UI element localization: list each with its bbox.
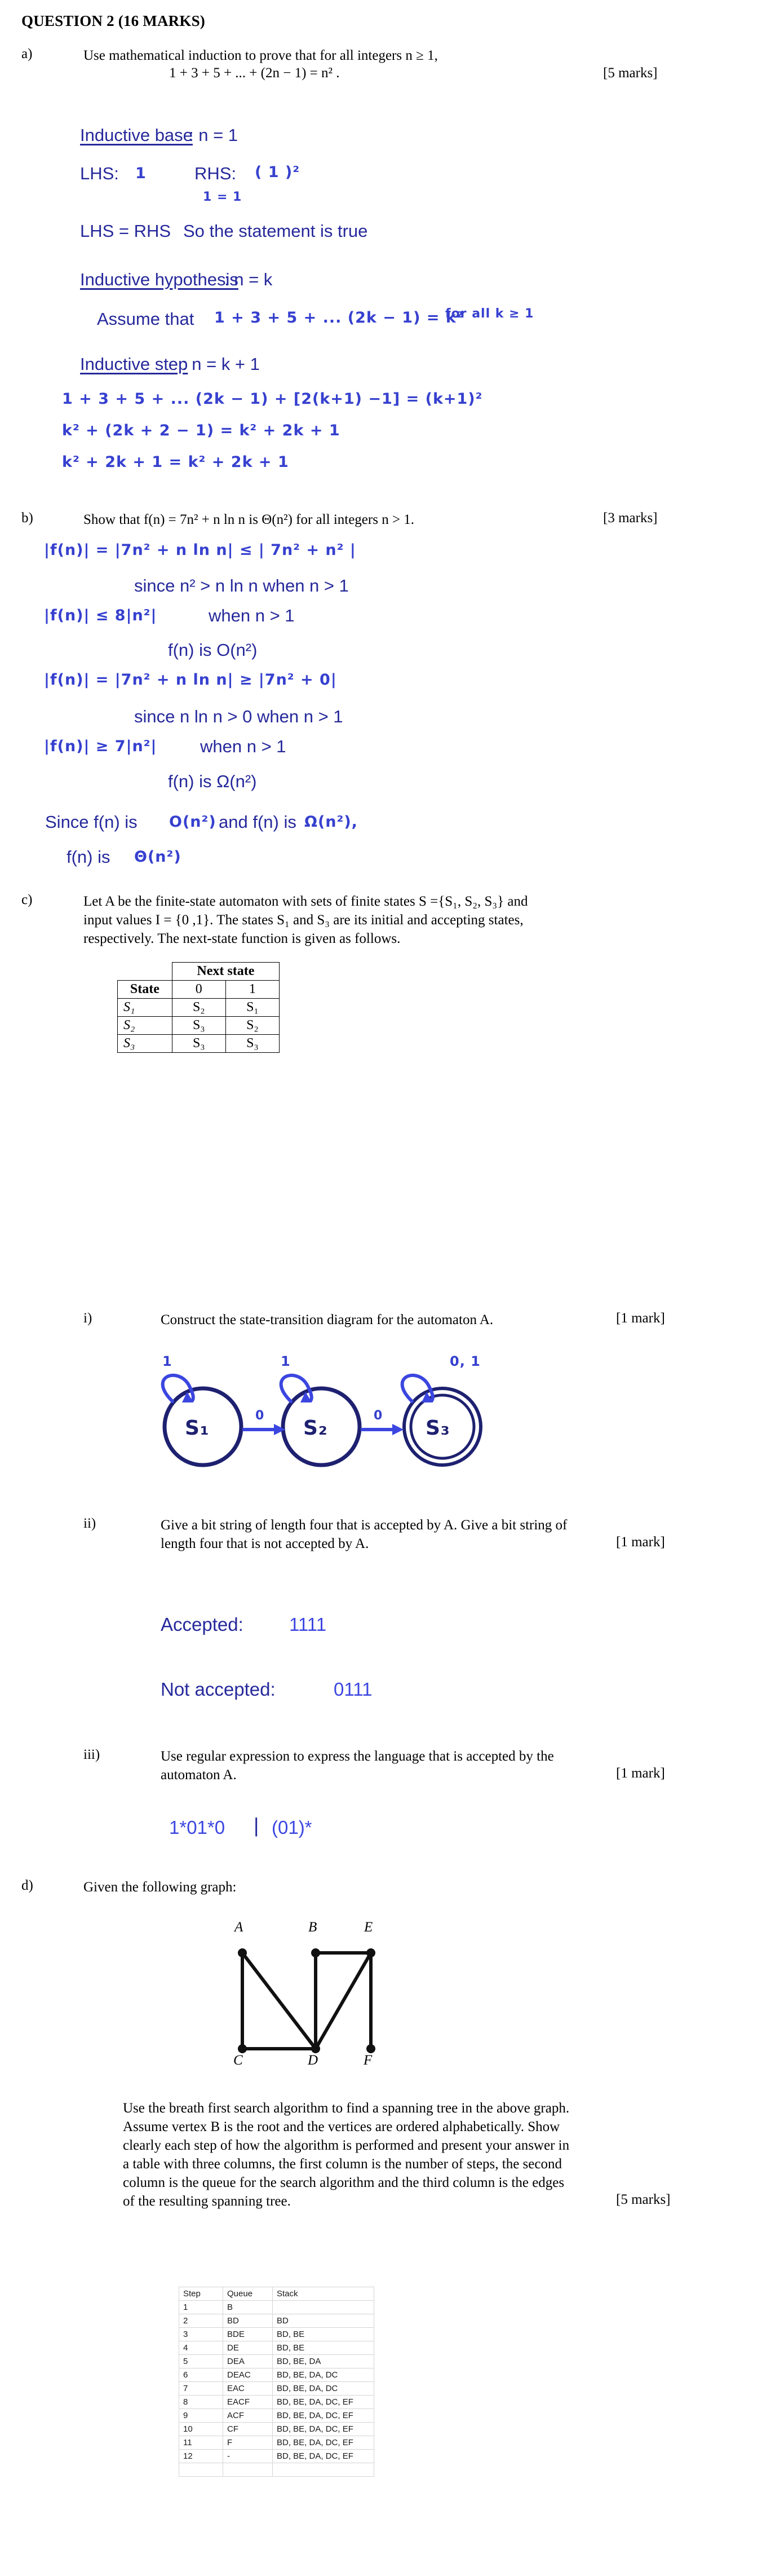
part-d-marks: [5 marks] <box>616 2192 671 2207</box>
col-0-header: 0 <box>172 981 225 999</box>
part-c-iii-text-line-2: automaton A. <box>161 1767 237 1783</box>
table-row <box>179 2301 374 2314</box>
bfs-queue <box>223 2463 273 2477</box>
transition-s1-s2-label: 0 <box>255 1409 265 1423</box>
empty-corner <box>118 963 172 981</box>
bfs-step: 4 <box>179 2341 223 2355</box>
bfs-steps-table <box>179 2287 374 2477</box>
next-on-1: S₂ <box>225 1017 279 1035</box>
bfs-stack: BD, BE, DA, DC, EF <box>273 2450 374 2463</box>
inductive-base-heading: Inductive base <box>80 125 193 145</box>
vertex-e <box>366 1948 375 1957</box>
part-d-prompt-line-4: a table with three columns, the first column is the number of steps, the second <box>123 2156 562 2172</box>
not-accepted-value: 0111 <box>334 1679 373 1700</box>
vertex-label-c: C <box>233 2053 243 2068</box>
vertex-label-b: B <box>308 1920 317 1935</box>
state-cell: S₃ <box>118 1035 172 1053</box>
regex-answer-separator: | <box>254 1814 259 1837</box>
part-c-i-label: i) <box>83 1311 92 1326</box>
vertex-label-d: D <box>308 2053 318 2068</box>
table-row <box>179 2341 374 2355</box>
part-b-text: Show that f(n) = 7n² + n ln n is Θ(n²) for all integers n > 1. <box>83 512 415 527</box>
accepted-label: Accepted: <box>161 1614 243 1635</box>
next-state-table <box>117 962 280 1053</box>
bfs-stack: BD, BE, DA, DC, EF <box>273 2409 374 2423</box>
vertex-label-e: E <box>364 1920 373 1935</box>
part-c-text-line-2: input values I = {0 ,1}. The states S₁ and S₃ are its initial and accepting states, <box>83 912 524 928</box>
rhs-eval: 1 = 1 <box>203 190 242 204</box>
next-on-0: S₃ <box>172 1017 225 1035</box>
table-row <box>179 2355 374 2368</box>
bfs-queue: BDE <box>223 2328 273 2341</box>
part-b-line-5: |f(n)| = |7n² + n ln n| ≥ |7n² + 0| <box>44 671 337 689</box>
bfs-queue: EAC <box>223 2382 273 2396</box>
part-b-line-7-cond: when n > 1 <box>200 736 286 756</box>
inductive-step-heading: Inductive step <box>80 354 188 374</box>
vertex-a <box>238 1948 247 1957</box>
next-on-1: S₃ <box>225 1035 279 1053</box>
bfs-queue: DE <box>223 2341 273 2355</box>
bfs-header-stack: Stack <box>273 2287 374 2301</box>
inductive-step-line-1: 1 + 3 + 5 + ... (2k − 1) + [2(k+1) −1] = (k+1)² <box>62 390 483 408</box>
lhs-label: LHS: <box>80 164 119 183</box>
part-c-i-marks: [1 mark] <box>616 1311 665 1326</box>
table-row <box>179 2463 374 2477</box>
col-1-header: 1 <box>225 981 279 999</box>
table-row <box>179 2396 374 2409</box>
state-header: State <box>118 981 172 999</box>
self-loop-s1-label: 1 <box>162 1353 172 1369</box>
part-d-prompt-line-6: of the resulting spanning tree. <box>123 2194 291 2209</box>
part-b-label: b) <box>21 510 33 526</box>
table-row <box>118 999 280 1017</box>
part-d-prompt-line-3: clearly each step of how the algorithm is performed and present your answer in <box>123 2138 570 2153</box>
bfs-stack: BD, BE, DA, DC, EF <box>273 2396 374 2409</box>
table-row <box>118 1035 280 1053</box>
part-a-marks: [5 marks] <box>603 65 658 81</box>
bfs-stack: BD, BE, DA, DC <box>273 2382 374 2396</box>
table-row <box>179 2328 374 2341</box>
accepted-value: 1111 <box>289 1614 327 1635</box>
bfs-step: 12 <box>179 2450 223 2463</box>
undirected-graph <box>225 1927 395 2074</box>
part-c-iii-marks: [1 mark] <box>616 1766 665 1781</box>
vertex-f <box>366 2044 375 2053</box>
part-d-text: Given the following graph: <box>83 1880 237 1895</box>
bfs-step: 11 <box>179 2436 223 2450</box>
part-d-prompt-line-1: Use the breath first search algorithm to find a spanning tree in the above graph. <box>123 2101 570 2116</box>
self-loop-s3-label: 0, 1 <box>450 1353 481 1369</box>
state-label-s2: S₂ <box>303 1417 328 1440</box>
bfs-step: 10 <box>179 2423 223 2436</box>
next-state-header: Next state <box>172 963 279 981</box>
bfs-queue: BD <box>223 2314 273 2328</box>
next-on-0: S₂ <box>172 999 225 1017</box>
part-b-line-9d: Ω(n²), <box>304 813 358 831</box>
bfs-stack: BD <box>273 2314 374 2328</box>
bfs-step: 9 <box>179 2409 223 2423</box>
inductive-base-value: : n = 1 <box>189 125 238 145</box>
assume-label: Assume that <box>97 309 194 329</box>
table-row <box>118 981 280 999</box>
state-cell: S₂ <box>118 1017 172 1035</box>
part-c-ii-text-line-2: length four that is not accepted by A. <box>161 1536 369 1551</box>
part-b-line-10b: Θ(n²) <box>134 848 181 866</box>
part-c-ii-label: ii) <box>83 1516 96 1531</box>
part-b-line-3: |f(n)| ≤ 8|n²| <box>44 607 157 624</box>
lhs-rhs-conclusion: LHS = RHS <box>80 221 171 241</box>
table-header-row <box>179 2287 374 2301</box>
table-row <box>118 963 280 981</box>
vertex-b <box>311 1948 320 1957</box>
inductive-step-line-2: k² + (2k + 2 − 1) = k² + 2k + 1 <box>62 422 340 439</box>
part-a-text: Use mathematical induction to prove that for all integers n ≥ 1, <box>83 48 438 63</box>
part-b-marks: [3 marks] <box>603 510 658 526</box>
part-c-ii-marks: [1 mark] <box>616 1534 665 1550</box>
bfs-queue: ACF <box>223 2409 273 2423</box>
table-row <box>179 2423 374 2436</box>
bfs-stack: BD, BE, DA, DC, EF <box>273 2436 374 2450</box>
regex-answer-a: 1*01*0 <box>169 1817 225 1838</box>
part-b-line-9b: O(n²) <box>169 813 216 831</box>
page-title: QUESTION 2 (16 MARKS) <box>21 12 205 29</box>
edge-a-d <box>242 1953 316 2049</box>
part-c-text-line-1: Let A be the finite-state automaton with sets of finite states S ={S₁, S₂, S₃} and <box>83 894 528 909</box>
vertex-label-f: F <box>364 2053 373 2068</box>
bfs-step <box>179 2463 223 2477</box>
state-cell: S₁ <box>118 999 172 1017</box>
part-c-ii-text-line-1: Give a bit string of length four that is accepted by A. Give a bit string of <box>161 1518 568 1533</box>
vertex-d <box>311 2044 320 2053</box>
table-row <box>179 2314 374 2328</box>
inductive-hypothesis-heading: Inductive hypothesis <box>80 270 238 289</box>
part-a-formula: 1 + 3 + 5 + ... + (2n − 1) = n² . <box>169 65 340 81</box>
part-c-iii-text-line-1: Use regular expression to express the language that is accepted by the <box>161 1749 554 1764</box>
table-row <box>118 1017 280 1035</box>
bfs-queue: DEAC <box>223 2368 273 2382</box>
bfs-stack: BD, BE, DA <box>273 2355 374 2368</box>
bfs-step: 2 <box>179 2314 223 2328</box>
part-c-iii-label: iii) <box>83 1747 100 1762</box>
vertex-label-a: A <box>234 1920 243 1935</box>
not-accepted-label: Not accepted: <box>161 1679 276 1700</box>
bfs-stack <box>273 2463 374 2477</box>
table-row <box>179 2409 374 2423</box>
part-b-line-6: since n ln n > 0 when n > 1 <box>134 707 343 726</box>
bfs-queue: B <box>223 2301 273 2314</box>
transition-s2-s3-arrow <box>392 1424 404 1435</box>
rhs-label: RHS: <box>194 164 237 183</box>
table-row <box>179 2436 374 2450</box>
bfs-step: 6 <box>179 2368 223 2382</box>
part-d-prompt-line-5: column is the queue for the search algorithm and the third column is the edges <box>123 2175 565 2190</box>
regex-answer-b: (01)* <box>272 1817 312 1838</box>
bfs-stack: BD, BE, DA, DC <box>273 2368 374 2382</box>
part-b-line-9c: and f(n) is <box>219 812 296 832</box>
state-label-s3: S₃ <box>426 1417 450 1440</box>
bfs-queue: F <box>223 2436 273 2450</box>
bfs-step: 1 <box>179 2301 223 2314</box>
bfs-header-queue: Queue <box>223 2287 273 2301</box>
bfs-queue: EACF <box>223 2396 273 2409</box>
part-c-i-text: Construct the state-transition diagram for the automaton A. <box>161 1312 494 1327</box>
inductive-step-line-3: k² + 2k + 1 = k² + 2k + 1 <box>62 453 289 471</box>
table-row <box>179 2382 374 2396</box>
part-b-line-8: f(n) is Ω(n²) <box>168 771 257 791</box>
vertex-c <box>238 2044 247 2053</box>
part-b-line-10a: f(n) is <box>67 847 110 867</box>
bfs-header-step: Step <box>179 2287 223 2301</box>
next-on-1: S₁ <box>225 999 279 1017</box>
bfs-step: 7 <box>179 2382 223 2396</box>
bfs-stack <box>273 2301 374 2314</box>
inductive-hypothesis-value: : n = k <box>224 270 273 289</box>
bfs-queue: CF <box>223 2423 273 2436</box>
assume-condition: for all k ≥ 1 <box>445 307 534 321</box>
lhs-value: 1 <box>135 165 147 182</box>
lhs-rhs-conclusion-note: So the statement is true <box>183 221 368 241</box>
rhs-value: ( 1 )² <box>255 164 300 181</box>
inductive-step-value: : n = k + 1 <box>182 354 260 374</box>
part-b-line-2: since n² > n ln n when n > 1 <box>134 576 349 596</box>
part-a-label: a) <box>21 46 33 61</box>
part-c-label: c) <box>21 892 33 907</box>
edge-e-d <box>316 1953 371 2049</box>
table-row <box>179 2450 374 2463</box>
part-b-line-9a: Since f(n) is <box>45 812 138 832</box>
self-loop-s2-label: 1 <box>281 1353 291 1369</box>
part-b-line-7: |f(n)| ≥ 7|n²| <box>44 738 157 755</box>
bfs-queue: DEA <box>223 2355 273 2368</box>
bfs-stack: BD, BE, DA, DC, EF <box>273 2423 374 2436</box>
assume-expression: 1 + 3 + 5 + ... (2k − 1) = k² <box>214 309 464 327</box>
table-row <box>179 2368 374 2382</box>
next-on-0: S₃ <box>172 1035 225 1053</box>
part-d-label: d) <box>21 1878 33 1893</box>
part-c-text-line-3: respectively. The next-state function is given as follows. <box>83 931 401 946</box>
part-b-line-3-cond: when n > 1 <box>209 606 295 625</box>
bfs-step: 8 <box>179 2396 223 2409</box>
part-b-line-4: f(n) is O(n²) <box>168 640 258 660</box>
part-b-line-1: |f(n)| = |7n² + n ln n| ≤ | 7n² + n² | <box>44 541 356 559</box>
bfs-stack: BD, BE <box>273 2341 374 2355</box>
bfs-step: 5 <box>179 2355 223 2368</box>
transition-s2-s3-label: 0 <box>374 1409 383 1423</box>
bfs-stack: BD, BE <box>273 2328 374 2341</box>
bfs-queue: - <box>223 2450 273 2463</box>
bfs-step: 3 <box>179 2328 223 2341</box>
state-label-s1: S₁ <box>185 1417 210 1440</box>
part-d-prompt-line-2: Assume vertex B is the root and the vertices are ordered alphabetically. Show <box>123 2119 560 2134</box>
